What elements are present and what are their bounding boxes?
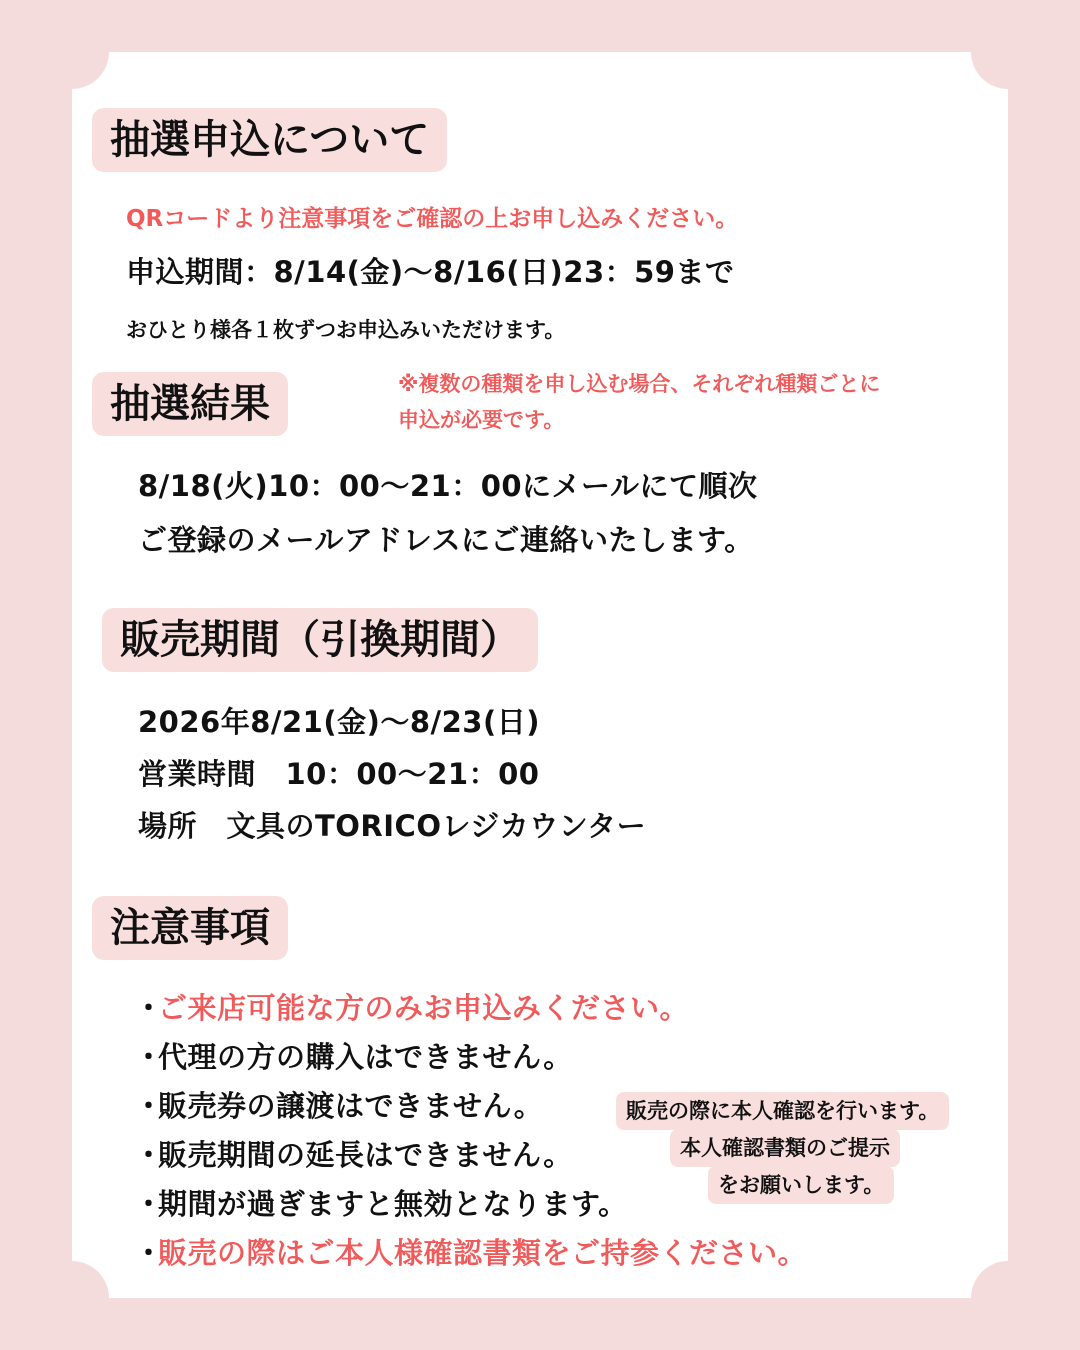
corner-notch (35, 1261, 109, 1335)
id-check-note-line1: 販売の際に本人確認を行います。 (616, 1092, 949, 1130)
result-line-1: 8/18(火)10：00〜21：00にメールにて順次 (138, 469, 758, 503)
notice-card (72, 52, 1008, 1298)
business-hours: 営業時間 10：00〜21：00 (138, 757, 540, 791)
sales-period-heading: 販売期間（引換期間） (102, 608, 538, 672)
multi-apply-note-line2: 申込が必要です。 (398, 408, 565, 432)
note-item-text: ご来店可能な方のみお申込みください。 (158, 991, 690, 1025)
note-item-text: 販売の際はご本人様確認書類をご持参ください。 (158, 1236, 808, 1270)
bullet-mark: ・ (134, 1040, 164, 1074)
result-line-2: ご登録のメールアドレスにご連絡いたします。 (138, 523, 754, 557)
per-person-note: おひとり様各１枚ずつお申込みいただけます。 (126, 318, 566, 342)
apply-period: 申込期間：8/14(金)〜8/16(日)23：59まで (126, 255, 735, 289)
corner-notch (35, 15, 109, 89)
note-item (134, 1035, 573, 1076)
lottery-result-heading: 抽選結果 (92, 372, 288, 436)
note-item-text: 販売期間の延長はできません。 (158, 1138, 573, 1172)
sales-place: 場所 文具のTORICOレジカウンター (138, 809, 647, 843)
note-item (134, 1182, 628, 1223)
multi-apply-note-line1: ※複数の種類を申し込む場合、それぞれ種類ごとに (398, 372, 881, 396)
bullet-mark: ・ (134, 1138, 164, 1172)
note-item-text: 販売券の譲渡はできません。 (158, 1089, 544, 1123)
bullet-mark: ・ (134, 1187, 164, 1221)
qr-note: QRコードより注意事項をご確認の上お申し込みください。 (126, 206, 739, 232)
lottery-apply-heading: 抽選申込について (92, 108, 447, 172)
notes-heading: 注意事項 (92, 896, 288, 960)
bullet-mark: ・ (134, 991, 164, 1025)
corner-notch (971, 15, 1045, 89)
id-check-note-line3: をお願いします。 (708, 1166, 894, 1204)
note-item (134, 1084, 543, 1125)
note-item (134, 1231, 807, 1272)
corner-notch (971, 1261, 1045, 1335)
note-item (134, 986, 689, 1027)
note-item-text: 代理の方の購入はできません。 (158, 1040, 573, 1074)
id-check-note-line2: 本人確認書類のご提示 (670, 1129, 900, 1167)
bullet-mark: ・ (134, 1236, 164, 1270)
sales-dates: 2026年8/21(金)〜8/23(日) (138, 705, 540, 739)
note-item (134, 1133, 573, 1174)
bullet-mark: ・ (134, 1089, 164, 1123)
note-item-text: 期間が過ぎますと無効となります。 (158, 1187, 628, 1221)
